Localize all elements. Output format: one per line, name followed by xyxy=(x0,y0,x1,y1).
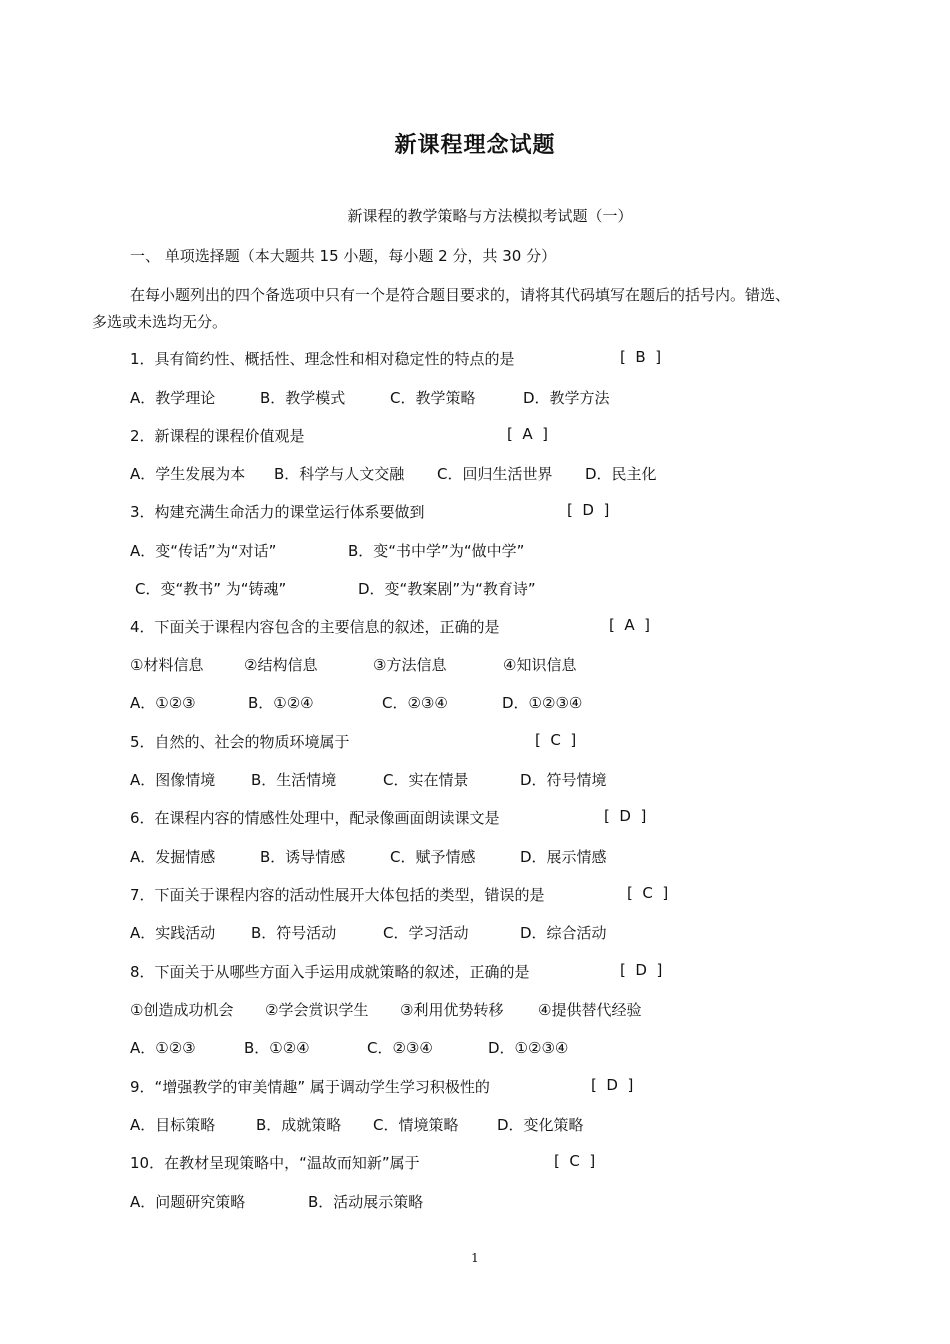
answer-2: [ A ] xyxy=(507,425,549,443)
option-5c: C．实在情景 xyxy=(383,771,469,789)
option-10a: A．问题研究策略 xyxy=(130,1193,246,1211)
option-5d: D．符号情境 xyxy=(520,771,607,789)
option-6d: D．展示情感 xyxy=(520,848,607,866)
item-4-2: ②结构信息 xyxy=(244,656,318,674)
option-1c: C．教学策略 xyxy=(390,389,476,407)
option-4a: A．①②③ xyxy=(130,694,196,712)
answer-3: [ D ] xyxy=(567,501,610,519)
answer-10: [ C ] xyxy=(554,1152,596,1170)
answer-6: [ D ] xyxy=(604,807,647,825)
option-4d: D．①②③④ xyxy=(502,694,583,712)
option-2c: C．回归生活世界 xyxy=(437,465,553,483)
answer-1: [ B ] xyxy=(620,348,662,366)
item-8-3: ③利用优势转移 xyxy=(400,1001,504,1019)
answer-7: [ C ] xyxy=(627,884,669,902)
option-3a: A．变“传话”为“对话” xyxy=(130,542,277,560)
item-8-2: ②学会赏识学生 xyxy=(265,1001,369,1019)
question-6: 6．在课程内容的情感性处理中，配录像画面朗读课文是 xyxy=(130,809,500,827)
option-4b: B．①②④ xyxy=(248,694,314,712)
answer-5: [ C ] xyxy=(535,731,577,749)
question-3: 3．构建充满生命活力的课堂运行体系要做到 xyxy=(130,503,425,521)
option-5b: B．生活情境 xyxy=(251,771,337,789)
instructions-line-1: 在每小题列出的四个备选项中只有一个是符合题目要求的，请将其代码填写在题后的括号内。错选、 xyxy=(130,286,791,304)
option-7a: A．实践活动 xyxy=(130,924,216,942)
option-8c: C．②③④ xyxy=(367,1039,433,1057)
option-2a: A．学生发展为本 xyxy=(130,465,246,483)
option-8a: A．①②③ xyxy=(130,1039,196,1057)
option-1a: A．教学理论 xyxy=(130,389,216,407)
question-10: 10．在教材呈现策略中，“温故而知新”属于 xyxy=(130,1154,420,1172)
option-9c: C．情境策略 xyxy=(373,1116,459,1134)
option-9a: A．目标策略 xyxy=(130,1116,216,1134)
question-9: 9．“增强教学的审美情趣” 属于调动学生学习积极性的 xyxy=(130,1078,490,1096)
question-5: 5．自然的、社会的物质环境属于 xyxy=(130,733,350,751)
option-8b: B．①②④ xyxy=(244,1039,310,1057)
answer-4: [ A ] xyxy=(609,616,651,634)
option-6b: B．诱导情感 xyxy=(260,848,346,866)
section-heading: 一、 单项选择题（本大题共 15 小题，每小题 2 分，共 30 分） xyxy=(130,247,557,265)
option-10b: B．活动展示策略 xyxy=(308,1193,424,1211)
option-9b: B．成就策略 xyxy=(256,1116,342,1134)
page-title: 新课程理念试题 xyxy=(394,133,556,158)
question-2: 2．新课程的课程价值观是 xyxy=(130,427,305,445)
item-4-4: ④知识信息 xyxy=(503,656,577,674)
option-9d: D．变化策略 xyxy=(497,1116,584,1134)
option-3c: C．变“教书” 为“铸魂” xyxy=(135,580,287,598)
item-4-1: ①材料信息 xyxy=(130,656,204,674)
item-8-4: ④提供替代经验 xyxy=(538,1001,642,1019)
question-8: 8．下面关于从哪些方面入手运用成就策略的叙述，正确的是 xyxy=(130,963,530,981)
option-6a: A．发掘情感 xyxy=(130,848,216,866)
question-4: 4．下面关于课程内容包含的主要信息的叙述，正确的是 xyxy=(130,618,500,636)
option-6c: C．赋予情感 xyxy=(390,848,476,866)
option-5a: A．图像情境 xyxy=(130,771,216,789)
instructions-line-2: 多选或未选均无分。 xyxy=(92,313,228,331)
item-4-3: ③方法信息 xyxy=(373,656,447,674)
answer-8: [ D ] xyxy=(620,961,663,979)
exam-subtitle: 新课程的教学策略与方法模拟考试题（一） xyxy=(347,207,633,225)
question-7: 7．下面关于课程内容的活动性展开大体包括的类型，错误的是 xyxy=(130,886,545,904)
option-7c: C．学习活动 xyxy=(383,924,469,942)
page-number: 1 xyxy=(471,1251,479,1265)
question-1: 1．具有简约性、概括性、理念性和相对稳定性的特点的是 xyxy=(130,350,515,368)
option-3b: B．变“书中学”为“做中学” xyxy=(348,542,525,560)
option-2b: B．科学与人文交融 xyxy=(274,465,405,483)
option-1b: B．教学模式 xyxy=(260,389,346,407)
item-8-1: ①创造成功机会 xyxy=(130,1001,234,1019)
option-2d: D．民主化 xyxy=(585,465,657,483)
option-4c: C．②③④ xyxy=(382,694,448,712)
option-8d: D．①②③④ xyxy=(488,1039,569,1057)
option-1d: D．教学方法 xyxy=(523,389,610,407)
option-7b: B．符号活动 xyxy=(251,924,337,942)
option-3d: D．变“教案剧”为“教育诗” xyxy=(358,580,536,598)
option-7d: D．综合活动 xyxy=(520,924,607,942)
answer-9: [ D ] xyxy=(591,1076,634,1094)
